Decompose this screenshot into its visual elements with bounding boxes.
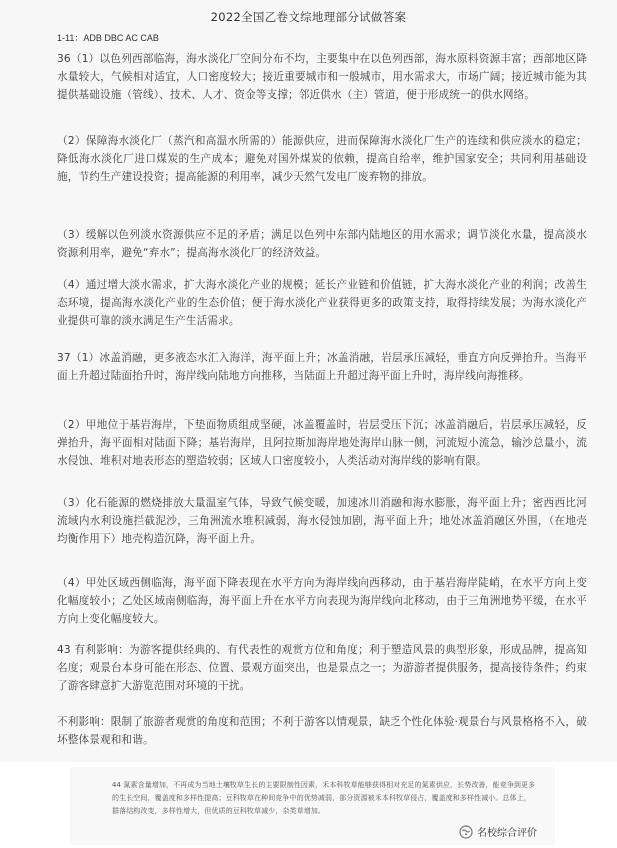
q37-part1: 37（1）冰盖消融，更多液态水汇入海洋，海平面上升；冰盖消融，岩层承压减轻，垂直方向反弹抬升。当海平面上升超过陆面抬升时，海岸线向陆地方向推移，当陆面上升超过海平面上升时，海岸线向海推移。 bbox=[57, 352, 587, 382]
multiple-choice-answers: 1-11：ADB DBC AC CAB bbox=[57, 33, 159, 43]
q36-part4: （4）通过增大淡水需求，扩大海水淡化产业的规模；延长产业链和价值链，扩大海水淡化产业的利润；改善生态环境，提高海水淡化产业的生态价值；便于海水淡化产业获得更多的政策支持，取得持续发展；为海水淡化产业提供可靠的淡水满足生产生活需求。 bbox=[57, 279, 587, 327]
brand-name: 名校综合评价 bbox=[477, 828, 537, 839]
q44-answer: 44 氮素含量增加，不再成为当地土壤牧草生长的主要限制性因素，禾本科牧草能够获得相对充足的氮素供应，长势改善，能竞争到更多的生长空间，覆盖度和多样性提高；豆科牧草在种间竞争中的优势减弱，部分资源被禾本科牧草侵占，覆盖度和多样性减小。总体上，群落结构改变，多样性增大，但优质的豆科牧草减少，杂类草增加。 bbox=[112, 781, 536, 816]
q37-part3: （3）化石能源的燃烧排放大量温室气体，导致气候变暖，加速冰川消融和海水膨胀，海平面上升；密西西比河流域内水利设施拦截泥沙，三角洲流水堆积减弱，海水侵蚀加剧，海平面上升；地处冰盖消融区外围，（在地壳均衡作用下）地壳构造沉降，海平面上升。 bbox=[57, 497, 587, 545]
q37-part2: （2）甲地位于基岩海岸，下垫面物质组成坚硬，冰盖覆盖时，岩层受压下沉；冰盖消融后，岩层承压减轻，反弹抬升，海平面相对陆面下降；基岩海岸，且阿拉斯加海岸地处海岸山脉一侧，河流短小流急，输沙总量小，流水侵蚀、堆积对地表形态的塑造较弱；区域人口密度较小，人类活动对海岸线的影响有限。 bbox=[57, 419, 587, 467]
q36-part3: （3）缓解以色列淡水资源供应不足的矛盾；满足以色列中东部内陆地区的用水需求；调节淡化水量，提高淡水资源利用率，避免“弃水”；提高海水淡化厂的经济效益。 bbox=[57, 229, 587, 259]
wechat-channel-icon bbox=[459, 825, 473, 839]
watermark-brand bbox=[459, 824, 537, 839]
q43-disadvantages: 不利影响：限制了旅游者观赏的角度和范围；不利于游客以情观景，缺乏个性化体验·观景台与风景格格不入，破坏整体景观和和谐。 bbox=[57, 716, 587, 746]
q43-advantages: 43 有利影响：为游客提供经典的、有代表性的观赏方位和角度；利于塑造风景的典型形象，形成品牌，提高知名度；观景台本身可能在形态、位置、景观方面突出，也是景点之一；为游游者提供服务，提高接待条件；约束了游客肆意扩大游览范围对环境的干扰。 bbox=[57, 644, 587, 692]
page-title: 2022全国乙卷文综地理部分试做答案 bbox=[210, 10, 407, 24]
q37-part4: （4）甲处区域西侧临海，海平面下降表现在水平方向为海岸线向西移动，由于基岩海岸陡峭，在水平方向上变化幅度较小；乙处区域南侧临海，海平面上升在水平方向表现为海岸线向北移动，由于三角洲地势平缓，在水平方向上变化幅度较大。 bbox=[57, 577, 587, 625]
q44-answer-panel bbox=[70, 767, 555, 845]
q36-part2: （2）保障海水淡化厂（蒸汽和高温水所需的）能源供应，进而保障海水淡化厂生产的连续和供应淡水的稳定；降低海水淡化厂进口煤炭的生产成本；避免对国外煤炭的依赖，提高自给率，维护国家安全；共同利用基础设施，节约生产建设投资；提高能源的利用率，减少天然气发电厂废弃物的排放。 bbox=[57, 135, 587, 183]
q36-part1: 36（1）以色列西部临海，海水淡化厂空间分布不均，主要集中在以色列西部，海水原料资源丰富；西部地区降水量较大，气候相对适宜，人口密度较大；接近重要城市和一般城市，用水需求大，市场广阔；接近城市能为其提供基础设施（管线）、技术、人才、资金等支撑；邻近供水（主）管道，便于形成统一的供水网络。 bbox=[57, 53, 587, 101]
